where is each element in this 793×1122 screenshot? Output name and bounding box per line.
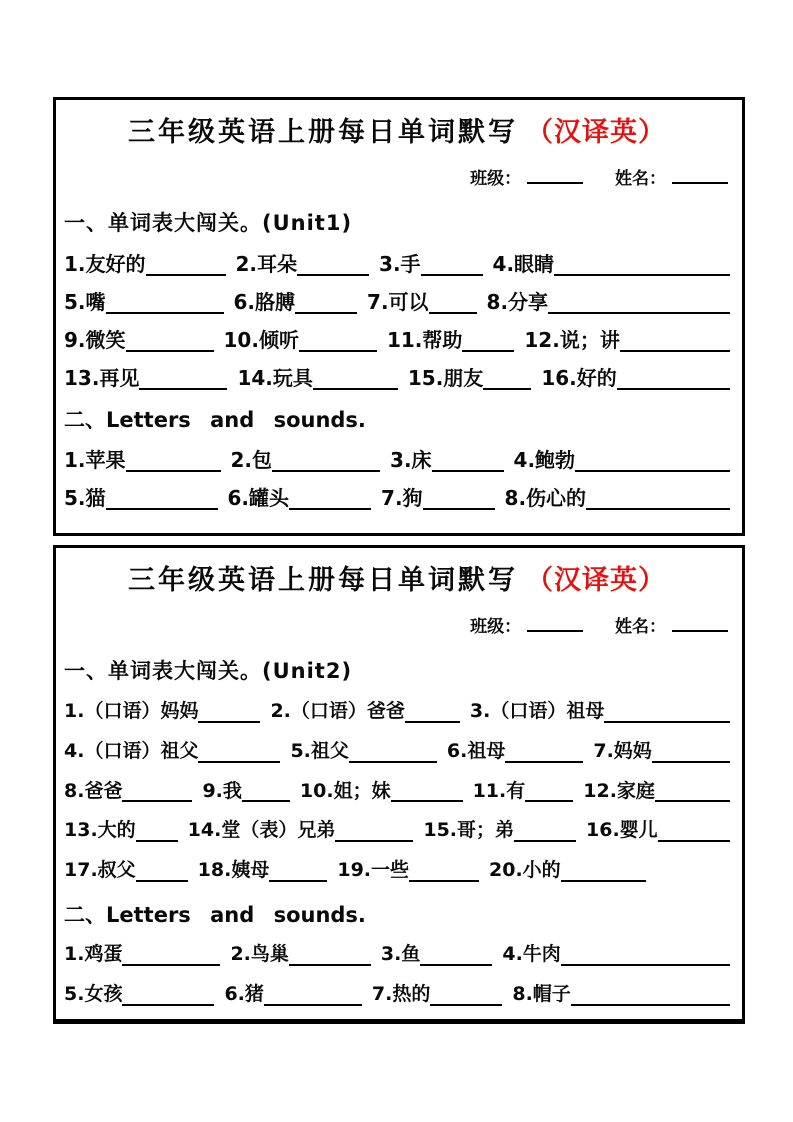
answer-blank [420,946,492,966]
word-label: 14.玩具 [237,366,313,390]
worksheet-sheet-unit2 [53,545,745,1024]
answer-blank [126,331,214,352]
word-item [64,252,226,276]
word-label: 4.牛肉 [502,942,561,965]
answer-blank [514,822,576,842]
word-item [224,983,361,1006]
answer-blank [604,703,730,723]
word-item [290,740,436,763]
answer-blank [423,489,495,510]
word-item [512,983,730,1006]
word-item [64,328,214,352]
answer-blank [349,743,437,763]
answer-blank [297,255,369,276]
word-item [64,290,224,314]
word-label: 2.鸟巢 [230,942,289,965]
answer-blank [432,451,504,472]
word-label: 6.祖母 [446,739,506,762]
name-label: 姓名： [615,617,666,637]
word-label: 9.微笑 [64,328,126,352]
word-item [470,700,730,723]
word-label: 2.包 [230,448,273,472]
word-item [198,859,328,882]
word-row [64,780,730,803]
class-label: 班级： [470,617,522,637]
word-item [64,819,178,842]
word-label: 15.朋友 [407,366,484,390]
word-item [64,486,218,510]
class-field [470,164,583,189]
word-label: 5.嘴 [64,290,106,314]
sheet-title: 三年级英语上册每日单词默写 [128,117,518,148]
answer-blank [409,862,479,882]
word-item [583,780,730,803]
worksheet-sheet-unit1 [53,97,745,536]
word-label: 7.狗 [381,486,423,510]
word-row [64,859,730,882]
section1-heading: 一、单词表大闯关。(Unit1) [64,211,353,235]
word-item [270,700,459,723]
answer-blank [242,782,290,802]
word-row [64,290,730,314]
word-item [64,366,227,390]
word-item [408,366,531,390]
word-row [64,448,730,472]
word-item [447,740,583,763]
word-label: 12.说；讲 [524,328,620,352]
word-row [64,700,730,723]
word-row [64,943,730,966]
section2-heading: 二、Letters and sounds. [64,902,366,927]
word-label: 3.（口语）祖母 [469,700,605,722]
word-item [230,943,370,966]
word-label: 3.床 [390,448,432,472]
word-label: 13.再见 [64,366,140,390]
word-item [367,290,477,314]
answer-blank [136,862,188,882]
word-label: 20.小的 [489,859,561,882]
name-field [615,164,728,189]
word-item [493,252,730,276]
answer-blank [106,489,218,510]
answer-blank [462,331,514,352]
answer-blank [264,986,362,1006]
word-item [381,486,495,510]
word-label: 16.好的 [541,366,617,390]
word-label: 3.鱼 [380,942,421,965]
answer-blank [146,255,226,276]
word-item [64,740,280,763]
answer-blank [655,782,730,802]
word-row [64,486,730,510]
answer-blank [525,782,573,802]
word-label: 13.大的 [64,819,136,842]
answer-blank [391,782,463,802]
word-item [372,983,502,1006]
answer-blank [122,986,214,1006]
word-label: 6.胳膊 [233,290,296,314]
name-field-blank [672,167,728,184]
word-item [524,328,730,352]
answer-blank [561,862,646,882]
sheet-title: 三年级英语上册每日单词默写 [128,565,518,596]
word-label: 5.猫 [64,486,106,510]
word-item [64,859,188,882]
answer-blank [571,986,730,1006]
answer-blank [122,946,220,966]
class-field [470,612,583,637]
answer-blank [586,489,730,510]
unit2-letters-word-list [64,943,730,1006]
class-field-blank [527,167,583,184]
word-label: 15.哥；弟 [423,819,515,842]
word-item [64,780,192,803]
word-item [390,448,504,472]
word-item [423,819,576,842]
answer-blank [405,703,460,723]
answer-blank [106,293,224,314]
answer-blank [122,782,192,802]
word-item [514,448,730,472]
word-item [381,943,492,966]
answer-blank [295,293,357,314]
word-label: 6.猪 [224,982,264,1005]
word-label: 10.倾听 [223,328,299,352]
word-label: 8.伤心的 [504,486,587,510]
answer-blank [126,451,221,472]
answer-blank [617,369,730,390]
class-name-line [64,612,730,637]
word-label: 2.（口语）爸爸 [270,700,405,722]
word-label: 1.（口语）妈妈 [64,700,199,722]
word-item [237,366,397,390]
word-label: 2.耳朵 [235,252,298,276]
word-label: 8.分享 [486,290,549,314]
word-label: 9.我 [202,779,242,802]
word-item [489,859,646,882]
word-label: 5.祖父 [290,739,349,762]
word-label: 4.眼睛 [492,252,555,276]
word-label: 12.家庭 [583,779,655,802]
answer-blank [139,369,227,390]
word-label: 1.友好的 [64,252,146,276]
answer-blank [658,822,730,842]
class-name-line [64,164,730,189]
word-label: 6.罐头 [227,486,290,510]
word-label: 5.女孩 [64,982,123,1005]
word-label: 4.（口语）祖父 [64,739,199,762]
word-item [337,859,479,882]
word-item [487,290,730,314]
answer-blank [483,369,531,390]
word-row [64,252,730,276]
answer-blank [652,743,730,763]
class-field-blank [527,615,583,632]
section2-heading: 二、Letters and sounds. [64,408,366,432]
word-row [64,328,730,352]
class-label: 班级： [470,169,522,189]
word-item [228,486,372,510]
word-label: 19.一些 [337,859,410,882]
answer-blank [299,331,377,352]
answer-blank [505,743,583,763]
answer-blank [198,743,280,763]
word-label: 11.帮助 [386,328,463,352]
word-row [64,740,730,763]
word-label: 7.热的 [371,982,431,1005]
word-label: 3.手 [379,252,421,276]
word-label: 1.苹果 [64,448,126,472]
answer-blank [575,451,730,472]
word-label: 4.鲍勃 [513,448,576,472]
word-row [64,366,730,390]
word-label: 10.姐；妹 [299,779,391,802]
word-item [300,780,463,803]
word-label: 14.堂（表）兄弟 [187,819,336,842]
translation-direction-note: （汉译英） [526,117,666,148]
word-item [64,943,220,966]
name-field-blank [672,615,728,632]
word-row [64,983,730,1006]
answer-blank [198,703,260,723]
section1-heading: 一、单词表大闯关。(Unit2) [64,659,353,683]
word-item [387,328,514,352]
unit1-word-list [64,252,730,390]
word-label: 7.可以 [367,290,429,314]
word-item [224,328,377,352]
unit2-word-list [64,700,730,882]
word-label: 17.叔父 [64,859,136,882]
word-item [473,780,574,803]
answer-blank [561,946,730,966]
word-label: 8.爸爸 [64,779,123,802]
translation-direction-note: （汉译英） [526,565,666,596]
answer-blank [430,986,502,1006]
word-row [64,819,730,842]
word-item [188,819,414,842]
word-item [202,780,289,803]
answer-blank [269,862,327,882]
answer-blank [313,369,398,390]
word-item [593,740,730,763]
name-label: 姓名： [615,169,666,189]
word-label: 11.有 [472,779,526,802]
answer-blank [554,255,730,276]
answer-blank [620,331,730,352]
word-item [541,366,730,390]
answer-blank [272,451,380,472]
sheet-title-line [64,110,730,149]
answer-blank [136,822,178,842]
word-item [586,819,730,842]
word-item [231,448,381,472]
word-item [502,943,730,966]
unit1-letters-word-list [64,448,730,510]
word-item [64,700,260,723]
answer-blank [289,489,371,510]
word-label: 18.姨母 [197,859,270,882]
word-label: 8.帽子 [512,982,571,1005]
answer-blank [335,822,413,842]
word-label: 1.鸡蛋 [64,942,123,965]
word-label: 16.婴儿 [586,819,658,842]
word-item [236,252,370,276]
answer-blank [289,946,371,966]
answer-blank [548,293,730,314]
sheet-title-line [64,558,730,597]
answer-blank [421,255,483,276]
name-field [615,612,728,637]
word-item [64,983,214,1006]
word-label: 7.妈妈 [593,739,652,762]
word-item [234,290,358,314]
word-item [379,252,483,276]
word-item [64,448,221,472]
word-item [505,486,730,510]
answer-blank [429,293,477,314]
